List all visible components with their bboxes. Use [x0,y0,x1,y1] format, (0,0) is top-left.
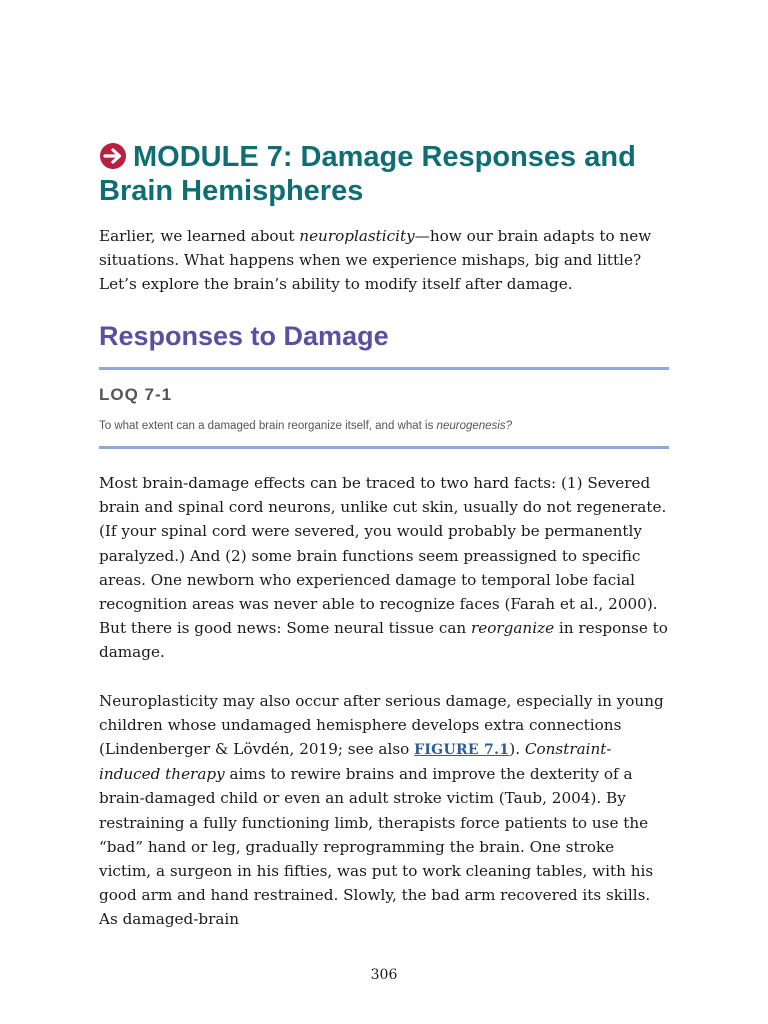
paragraph1-text-continued: in response to damage. [99,619,668,662]
paragraph1-text: Most brain-damage effects can be traced to two hard facts: (1) Severed brain and spinal cord neurons, unlike cut skin, usually do not regenerate. (If your spinal cord were severed, you would probably be permanently paralyzed.) And (2) some brain functions seem preassigned to specific areas. One newborn who experienced damage to temporal lobe facial recognition areas was never able to recognize faces (Farah et al., 2000). But there is good news: Some neural tissue can [99,474,667,638]
loq-question-text: To what extent can a damaged brain reorganize itself, and what is [99,420,437,432]
body-paragraph-2 [99,689,669,932]
paragraph2-text: Neuroplasticity may also occur after serious damage, especially in young children whose undamaged hemisphere develops extra connections (Lindenberger & Lövdén, 2019; see also [99,691,664,759]
page-number: 306 [370,967,398,983]
loq-question [99,418,669,434]
paragraph2-text-continued: aims to rewire brains and improve the dexterity of a brain-damaged child or even an adult stroke victim (Taub, 2004). By restraining a fully functioning limb, therapists force patients to use the “bad” hand or leg, gradually reprogramming the brain. One stroke victim, a surgeon in his fifties, was put to work cleaning tables, with his good arm and hand restrained. Slowly, the bad arm recovered its skills. As damaged-brain [99,765,654,929]
intro-paragraph [99,224,669,296]
intro-text-continued: —how our brain adapts to new situations. What happens when we experience mishaps, big and little? Let’s explore the brain’s ability to modify itself after damage. [99,227,652,293]
figure-7-1-link[interactable]: FIGURE 7.1 [414,742,510,759]
paragraph2-text-after-link: ). [509,740,525,759]
arrow-right-circle-icon [99,142,127,170]
page-content [99,140,669,932]
intro-term: neuroplasticity [299,227,415,245]
loq-label: LOQ 7-1 [99,385,173,404]
paragraph2-term: Constraint-induced therapy [99,740,612,784]
paragraph1-term: reorganize [471,619,555,638]
learning-objective-box [99,367,669,449]
module-title-text: MODULE 7: Damage Responses and Brain Hemispheres [99,141,636,207]
body-paragraph-1 [99,471,669,665]
intro-text: Earlier, we learned about [99,227,300,245]
loq-question-term: neurogenesis? [436,420,512,432]
module-title [99,140,669,208]
section-heading: Responses to Damage [99,321,389,351]
